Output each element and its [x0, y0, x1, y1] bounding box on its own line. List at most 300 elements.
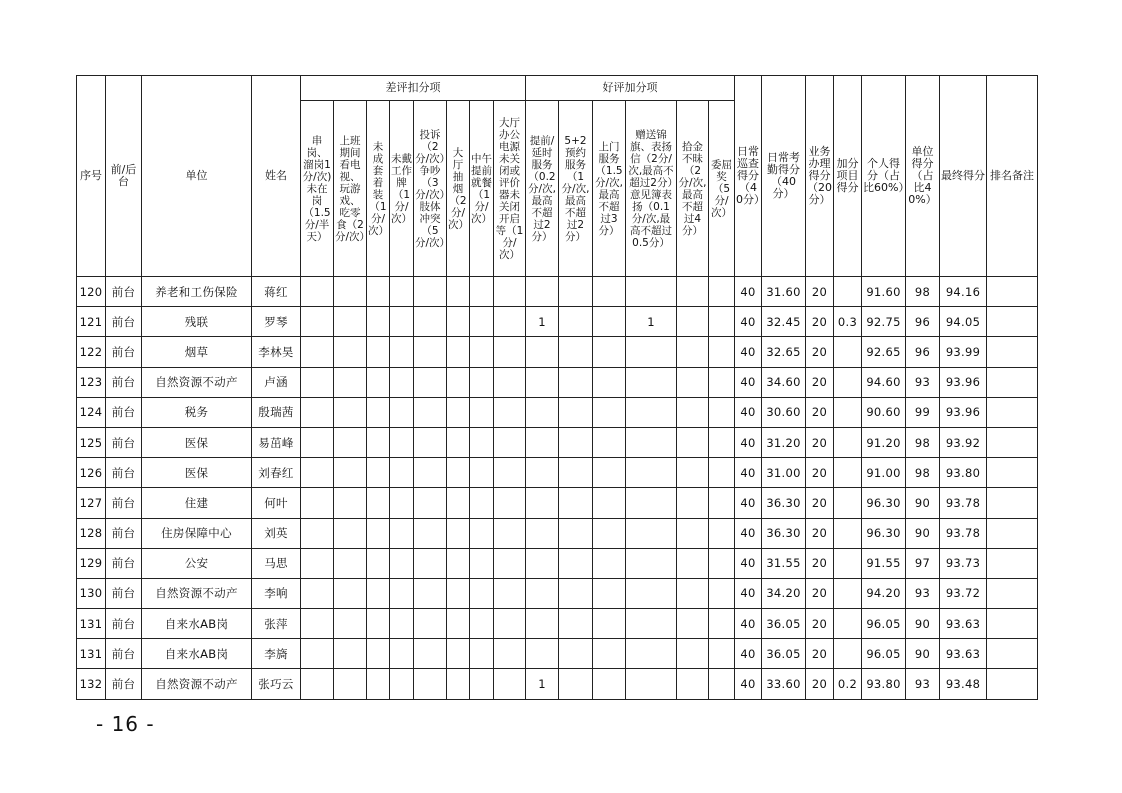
row-pos-cell	[677, 427, 709, 457]
row-attendance: 34.20	[762, 578, 806, 608]
row-front-back: 前台	[106, 639, 142, 669]
row-attendance: 31.55	[762, 548, 806, 578]
header-unit-score: 单位得分（占比40%）	[906, 76, 940, 277]
row-remark	[987, 337, 1038, 367]
row-unit-score: 98	[906, 277, 940, 307]
row-bonus	[834, 548, 862, 578]
row-neg-cell	[414, 669, 447, 699]
header-bonus: 加分项目得分	[834, 76, 862, 277]
row-neg-cell	[414, 578, 447, 608]
row-bonus	[834, 367, 862, 397]
row-neg-cell	[494, 669, 526, 699]
row-neg-cell	[447, 397, 470, 427]
row-front-back: 前台	[106, 518, 142, 548]
row-pos-cell	[626, 609, 677, 639]
row-attendance: 31.20	[762, 427, 806, 457]
row-neg-cell	[470, 458, 494, 488]
row-unit-score: 96	[906, 307, 940, 337]
row-pos-cell	[559, 548, 593, 578]
row-neg-cell	[367, 548, 390, 578]
row-personal: 91.20	[862, 427, 906, 457]
row-seq: 123	[77, 367, 106, 397]
row-neg-cell	[414, 518, 447, 548]
row-pos-cell	[559, 488, 593, 518]
row-unit: 养老和工伤保险	[142, 277, 252, 307]
row-pos-cell: 1	[526, 669, 559, 699]
row-neg-cell	[390, 578, 414, 608]
row-neg-cell	[414, 548, 447, 578]
row-final: 93.78	[940, 488, 987, 518]
row-business: 20	[806, 458, 834, 488]
row-seq: 131	[77, 639, 106, 669]
row-name: 马思	[252, 548, 301, 578]
header-neg-item: 中午提前就餐（1分/次）	[470, 101, 494, 277]
row-neg-cell	[447, 578, 470, 608]
row-neg-cell	[390, 458, 414, 488]
row-personal: 96.05	[862, 639, 906, 669]
row-pos-cell	[526, 397, 559, 427]
row-name: 殷瑞茜	[252, 397, 301, 427]
row-attendance: 36.30	[762, 518, 806, 548]
row-pos-cell	[709, 277, 735, 307]
row-neg-cell	[301, 397, 334, 427]
row-pos-cell	[709, 488, 735, 518]
row-unit-score: 99	[906, 397, 940, 427]
row-personal: 93.80	[862, 669, 906, 699]
row-pos-cell	[559, 669, 593, 699]
row-bonus	[834, 518, 862, 548]
row-neg-cell	[494, 518, 526, 548]
row-remark	[987, 518, 1038, 548]
table-row	[77, 307, 1038, 337]
row-final: 93.78	[940, 518, 987, 548]
row-pos-cell	[593, 669, 626, 699]
row-pos-cell	[526, 337, 559, 367]
row-final: 94.16	[940, 277, 987, 307]
row-front-back: 前台	[106, 307, 142, 337]
row-final: 93.63	[940, 609, 987, 639]
row-neg-cell	[494, 488, 526, 518]
row-personal: 90.60	[862, 397, 906, 427]
row-front-back: 前台	[106, 277, 142, 307]
header-unit: 单位	[142, 76, 252, 277]
row-inspection: 40	[735, 337, 762, 367]
row-pos-cell	[526, 488, 559, 518]
row-unit-score: 98	[906, 427, 940, 457]
header-daily-attendance: 日常考勤得分（40分）	[762, 76, 806, 277]
row-inspection: 40	[735, 458, 762, 488]
row-pos-cell	[593, 277, 626, 307]
row-pos-cell	[626, 397, 677, 427]
row-unit: 自然资源不动产	[142, 367, 252, 397]
row-neg-cell	[470, 669, 494, 699]
row-neg-cell	[494, 397, 526, 427]
page-number: - 16 -	[96, 712, 155, 736]
row-pos-cell	[559, 277, 593, 307]
row-neg-cell	[301, 488, 334, 518]
row-pos-cell	[709, 458, 735, 488]
row-pos-cell	[593, 367, 626, 397]
row-neg-cell	[367, 578, 390, 608]
row-bonus: 0.2	[834, 669, 862, 699]
row-seq: 122	[77, 337, 106, 367]
row-neg-cell	[334, 639, 367, 669]
table-row	[77, 609, 1038, 639]
row-pos-cell	[526, 367, 559, 397]
row-personal: 92.65	[862, 337, 906, 367]
row-neg-cell	[470, 518, 494, 548]
row-pos-cell	[559, 609, 593, 639]
table-row	[77, 578, 1038, 608]
row-unit: 税务	[142, 397, 252, 427]
row-remark	[987, 458, 1038, 488]
row-neg-cell	[470, 609, 494, 639]
row-pos-cell	[559, 397, 593, 427]
row-neg-cell	[414, 367, 447, 397]
row-neg-cell	[301, 518, 334, 548]
header-neg-item: 未成套着装（1分/次）	[367, 101, 390, 277]
row-neg-cell	[470, 277, 494, 307]
header-neg-item: 投诉（2分/次）争吵（3分/次）肢体冲突（5分/次）	[414, 101, 447, 277]
row-attendance: 31.60	[762, 277, 806, 307]
row-pos-cell: 1	[626, 307, 677, 337]
row-neg-cell	[301, 277, 334, 307]
row-pos-cell	[677, 518, 709, 548]
row-neg-cell	[301, 458, 334, 488]
row-unit-score: 93	[906, 669, 940, 699]
row-unit-score: 93	[906, 578, 940, 608]
row-pos-cell	[526, 548, 559, 578]
row-pos-cell	[526, 639, 559, 669]
row-neg-cell	[390, 609, 414, 639]
row-remark	[987, 307, 1038, 337]
row-bonus	[834, 337, 862, 367]
row-pos-cell	[559, 458, 593, 488]
row-inspection: 40	[735, 669, 762, 699]
row-neg-cell	[447, 639, 470, 669]
row-inspection: 40	[735, 609, 762, 639]
header-positive-group: 好评加分项	[526, 76, 735, 101]
header-business: 业务办理得分（20分）	[806, 76, 834, 277]
row-neg-cell	[390, 337, 414, 367]
row-pos-cell	[677, 397, 709, 427]
row-business: 20	[806, 367, 834, 397]
table-body	[77, 277, 1038, 700]
table-row	[77, 669, 1038, 699]
row-neg-cell	[494, 578, 526, 608]
header-final: 最终得分	[940, 76, 987, 277]
row-seq: 121	[77, 307, 106, 337]
row-business: 20	[806, 307, 834, 337]
row-inspection: 40	[735, 518, 762, 548]
row-final: 93.63	[940, 639, 987, 669]
row-pos-cell	[593, 337, 626, 367]
row-neg-cell	[301, 307, 334, 337]
row-neg-cell	[367, 367, 390, 397]
header-seq: 序号	[77, 76, 106, 277]
row-neg-cell	[447, 609, 470, 639]
row-final: 93.73	[940, 548, 987, 578]
header-pos-item: 上门服务（1.5分/次,最高不超过3分）	[593, 101, 626, 277]
row-neg-cell	[447, 277, 470, 307]
row-business: 20	[806, 427, 834, 457]
row-seq: 125	[77, 427, 106, 457]
row-personal: 94.20	[862, 578, 906, 608]
row-bonus	[834, 639, 862, 669]
row-business: 20	[806, 518, 834, 548]
row-pos-cell	[677, 609, 709, 639]
row-pos-cell	[709, 397, 735, 427]
table-row	[77, 548, 1038, 578]
row-front-back: 前台	[106, 609, 142, 639]
row-neg-cell	[414, 639, 447, 669]
row-front-back: 前台	[106, 397, 142, 427]
row-neg-cell	[494, 548, 526, 578]
row-neg-cell	[414, 337, 447, 367]
row-front-back: 前台	[106, 367, 142, 397]
header-personal: 个人得分（占比60%）	[862, 76, 906, 277]
row-neg-cell	[414, 427, 447, 457]
row-name: 张巧云	[252, 669, 301, 699]
row-neg-cell	[447, 367, 470, 397]
row-neg-cell	[494, 277, 526, 307]
row-pos-cell	[709, 427, 735, 457]
row-neg-cell	[301, 367, 334, 397]
row-neg-cell	[390, 277, 414, 307]
row-inspection: 40	[735, 427, 762, 457]
header-neg-item: 大厅办公电源未关闭或评价器未关闭开启等（1分/次）	[494, 101, 526, 277]
header-neg-item: 大厅抽烟（2分/次）	[447, 101, 470, 277]
row-final: 93.96	[940, 397, 987, 427]
row-name: 罗琴	[252, 307, 301, 337]
row-neg-cell	[301, 337, 334, 367]
row-neg-cell	[390, 367, 414, 397]
row-seq: 131	[77, 609, 106, 639]
row-unit: 自然资源不动产	[142, 669, 252, 699]
row-pos-cell	[626, 518, 677, 548]
table-row	[77, 367, 1038, 397]
table-row	[77, 518, 1038, 548]
row-remark	[987, 669, 1038, 699]
row-pos-cell	[593, 548, 626, 578]
row-pos-cell	[626, 488, 677, 518]
row-pos-cell	[559, 518, 593, 548]
row-business: 20	[806, 578, 834, 608]
row-neg-cell	[470, 488, 494, 518]
row-attendance: 32.65	[762, 337, 806, 367]
row-neg-cell	[301, 427, 334, 457]
row-neg-cell	[301, 669, 334, 699]
row-attendance: 34.60	[762, 367, 806, 397]
row-pos-cell	[709, 548, 735, 578]
header-remark: 排名备注	[987, 76, 1038, 277]
header-pos-item: 赠送锦旗、表扬信（2分/次,最高不超过2分）意见簿表扬（0.1分/次,最高不超过0.5分）	[626, 101, 677, 277]
row-inspection: 40	[735, 277, 762, 307]
row-pos-cell	[559, 367, 593, 397]
row-front-back: 前台	[106, 548, 142, 578]
row-personal: 92.75	[862, 307, 906, 337]
header-pos-item: 拾金不昧（2分/次,最高不超过4分）	[677, 101, 709, 277]
row-unit: 医保	[142, 427, 252, 457]
row-neg-cell	[390, 548, 414, 578]
row-neg-cell	[447, 669, 470, 699]
row-business: 20	[806, 548, 834, 578]
row-bonus	[834, 578, 862, 608]
row-unit: 残联	[142, 307, 252, 337]
row-pos-cell	[559, 307, 593, 337]
row-final: 94.05	[940, 307, 987, 337]
row-pos-cell	[526, 609, 559, 639]
row-personal: 91.60	[862, 277, 906, 307]
row-pos-cell	[626, 578, 677, 608]
row-neg-cell	[447, 337, 470, 367]
table-row	[77, 639, 1038, 669]
row-neg-cell	[470, 639, 494, 669]
row-attendance: 31.00	[762, 458, 806, 488]
row-neg-cell	[367, 609, 390, 639]
row-remark	[987, 367, 1038, 397]
row-neg-cell	[301, 548, 334, 578]
row-front-back: 前台	[106, 427, 142, 457]
row-neg-cell	[334, 609, 367, 639]
row-unit-score: 98	[906, 458, 940, 488]
header-pos-item: 5+2预约服务（1分/次,最高不超过2分）	[559, 101, 593, 277]
header-neg-item: 串岗、溜岗1分/次)未在岗（1.5分/半天）	[301, 101, 334, 277]
row-unit: 公安	[142, 548, 252, 578]
row-front-back: 前台	[106, 669, 142, 699]
row-neg-cell	[494, 337, 526, 367]
row-pos-cell	[709, 367, 735, 397]
row-pos-cell	[593, 458, 626, 488]
row-pos-cell	[526, 458, 559, 488]
row-neg-cell	[390, 427, 414, 457]
row-personal: 96.30	[862, 488, 906, 518]
row-remark	[987, 609, 1038, 639]
row-neg-cell	[390, 669, 414, 699]
row-neg-cell	[390, 307, 414, 337]
row-attendance: 36.30	[762, 488, 806, 518]
row-bonus	[834, 609, 862, 639]
row-pos-cell	[709, 337, 735, 367]
table-row	[77, 458, 1038, 488]
row-neg-cell	[494, 458, 526, 488]
row-neg-cell	[367, 518, 390, 548]
row-bonus	[834, 458, 862, 488]
row-remark	[987, 548, 1038, 578]
row-seq: 124	[77, 397, 106, 427]
row-remark	[987, 488, 1038, 518]
row-unit: 自来水AB岗	[142, 639, 252, 669]
row-neg-cell	[367, 669, 390, 699]
row-neg-cell	[470, 397, 494, 427]
row-seq: 132	[77, 669, 106, 699]
row-neg-cell	[447, 548, 470, 578]
row-neg-cell	[414, 609, 447, 639]
row-neg-cell	[367, 488, 390, 518]
row-attendance: 32.45	[762, 307, 806, 337]
row-pos-cell	[709, 609, 735, 639]
row-attendance: 30.60	[762, 397, 806, 427]
row-neg-cell	[447, 427, 470, 457]
row-pos-cell	[559, 427, 593, 457]
row-business: 20	[806, 277, 834, 307]
row-neg-cell	[470, 548, 494, 578]
row-remark	[987, 639, 1038, 669]
row-unit: 自来水AB岗	[142, 609, 252, 639]
row-pos-cell	[709, 307, 735, 337]
score-table-sheet	[76, 75, 1038, 700]
row-neg-cell	[334, 669, 367, 699]
row-pos-cell	[526, 578, 559, 608]
row-inspection: 40	[735, 639, 762, 669]
row-final: 93.80	[940, 458, 987, 488]
row-final: 93.99	[940, 337, 987, 367]
row-business: 20	[806, 488, 834, 518]
row-neg-cell	[494, 639, 526, 669]
row-neg-cell	[470, 367, 494, 397]
header-neg-item: 上班期间看电视、玩游戏、吃零食（2分/次）	[334, 101, 367, 277]
row-name: 刘春红	[252, 458, 301, 488]
row-neg-cell	[470, 307, 494, 337]
row-pos-cell	[526, 518, 559, 548]
row-unit-score: 97	[906, 548, 940, 578]
row-pos-cell	[709, 639, 735, 669]
row-personal: 91.55	[862, 548, 906, 578]
row-bonus: 0.3	[834, 307, 862, 337]
row-neg-cell	[470, 337, 494, 367]
table-row	[77, 397, 1038, 427]
row-personal: 96.30	[862, 518, 906, 548]
header-daily-inspection: 日常巡查得分（40分）	[735, 76, 762, 277]
row-unit: 住房保障中心	[142, 518, 252, 548]
row-name: 卢涵	[252, 367, 301, 397]
row-pos-cell	[677, 307, 709, 337]
row-final: 93.96	[940, 367, 987, 397]
row-inspection: 40	[735, 578, 762, 608]
row-business: 20	[806, 669, 834, 699]
row-name: 李旖	[252, 639, 301, 669]
row-inspection: 40	[735, 307, 762, 337]
row-neg-cell	[334, 307, 367, 337]
row-neg-cell	[334, 488, 367, 518]
row-name: 李响	[252, 578, 301, 608]
row-pos-cell	[593, 639, 626, 669]
row-name: 李林昊	[252, 337, 301, 367]
row-bonus	[834, 488, 862, 518]
row-neg-cell	[301, 639, 334, 669]
row-attendance: 36.05	[762, 639, 806, 669]
header-name: 姓名	[252, 76, 301, 277]
row-neg-cell	[414, 488, 447, 518]
row-neg-cell	[470, 578, 494, 608]
row-pos-cell	[677, 458, 709, 488]
row-pos-cell	[559, 337, 593, 367]
row-pos-cell	[677, 639, 709, 669]
row-neg-cell	[494, 367, 526, 397]
row-pos-cell	[626, 639, 677, 669]
row-unit-score: 90	[906, 639, 940, 669]
row-personal: 94.60	[862, 367, 906, 397]
row-front-back: 前台	[106, 337, 142, 367]
row-bonus	[834, 427, 862, 457]
row-name: 蒋红	[252, 277, 301, 307]
row-pos-cell	[677, 277, 709, 307]
header-front-back: 前/后台	[106, 76, 142, 277]
row-neg-cell	[301, 578, 334, 608]
table-row	[77, 427, 1038, 457]
row-pos-cell	[677, 488, 709, 518]
row-front-back: 前台	[106, 578, 142, 608]
